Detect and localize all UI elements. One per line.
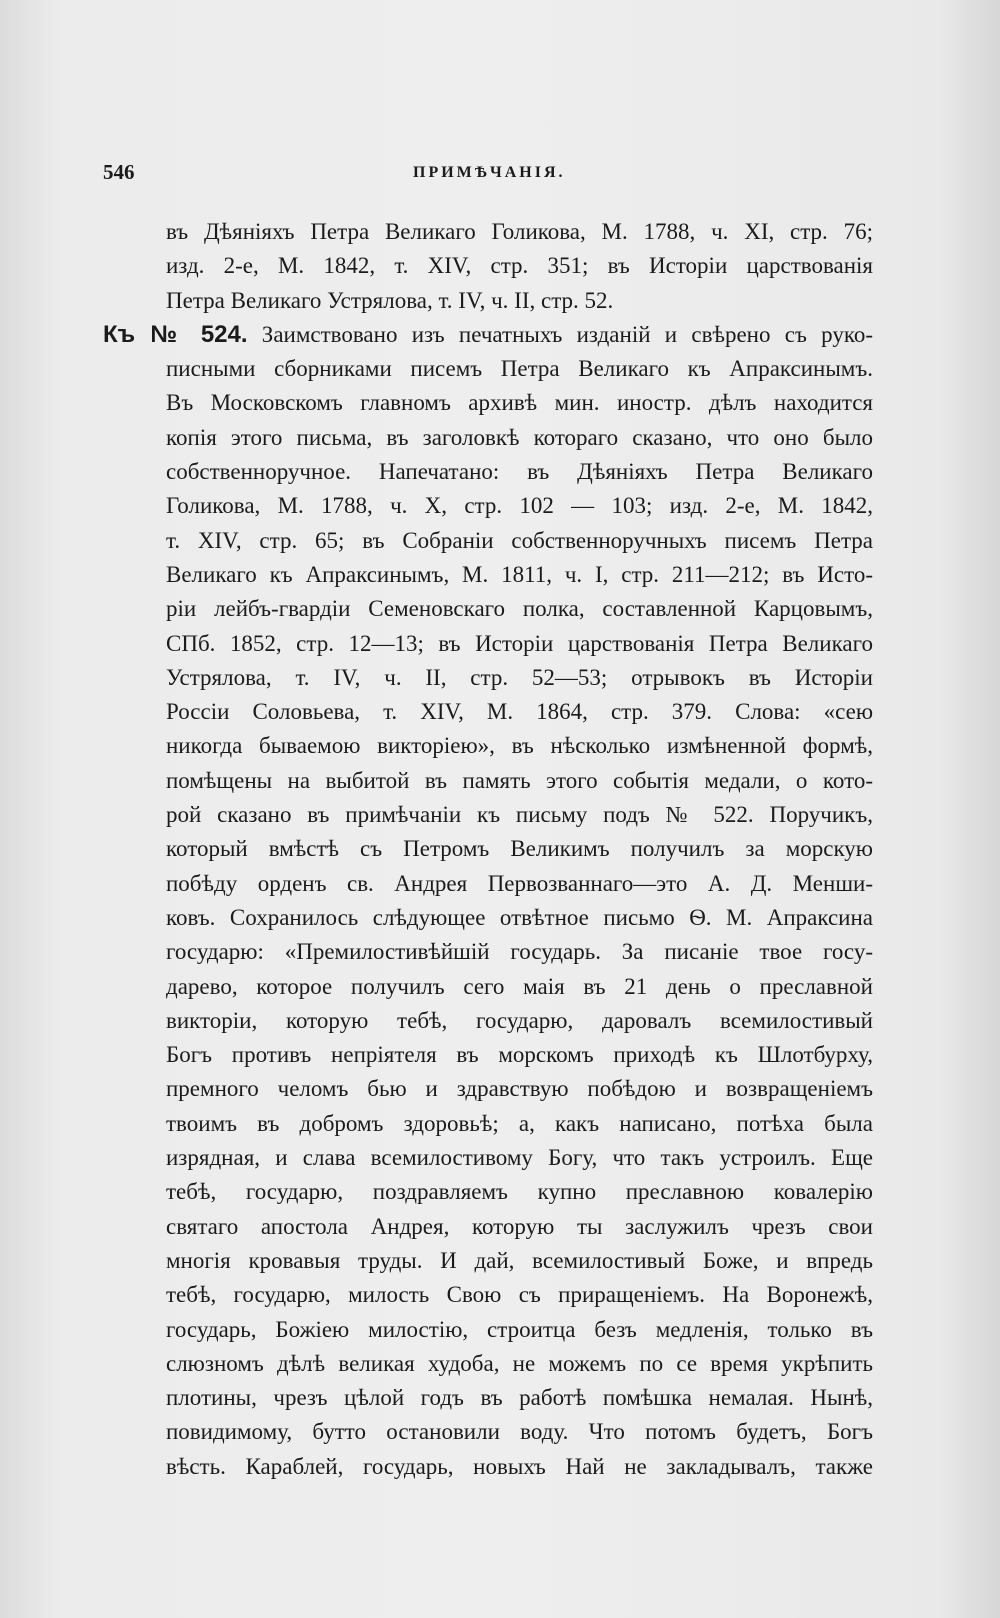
text-line: повидимому, бутто остановили воду. Что потомъ будетъ, Богъ <box>166 1419 873 1445</box>
text-line: изд. 2-е, М. 1842, т. XIV, стр. 351; въ Исторіи царствованія <box>166 253 873 279</box>
text-line: рой сказано въ примѣчаніи къ письму подъ № 522. Поручикъ, <box>166 802 873 828</box>
text-line: Богъ противъ непріятеля въ морскомъ приходѣ къ Шлотбурху, <box>166 1042 873 1068</box>
running-head <box>103 160 863 194</box>
text-line: государь, Божіею милостію, строитца безъ медленія, только въ <box>166 1316 873 1342</box>
text-line: премного челомъ бью и здравствую побѣдою и возвращеніемъ <box>166 1076 873 1102</box>
text-line: Устрялова, т. IV, ч. II, стр. 52—53; отрывокъ въ Исторіи <box>166 664 873 690</box>
text-line: копія этого письма, въ заголовкѣ котораго сказано, что оно было <box>166 424 873 450</box>
text-line: Россіи Соловьева, т. XIV, М. 1864, стр. 379. Слова: «сею <box>166 699 873 725</box>
text-line: тебѣ, государю, поздравляемъ купно преславною ковалерію <box>166 1179 873 1205</box>
text-line: т. XIV, стр. 65; въ Собраніи собственноручныхъ писемъ Петра <box>166 527 873 553</box>
text-line: слюзномъ дѣлѣ великая худоба, не можемъ по се время укрѣпить <box>166 1350 873 1376</box>
text-line: многія кровавыя труды. И дай, всемилостивый Боже, и впредь <box>166 1247 873 1273</box>
text-line: помѣщены на выбитой въ память этого событія медали, о кото- <box>166 767 873 793</box>
text-line: изрядная, и слава всемилостивому Богу, что такъ устроилъ. Еще <box>166 1145 873 1171</box>
text-line: ковъ. Сохранилось слѣдующее отвѣтное письмо Ѳ. М. Апраксина <box>166 904 873 930</box>
note-first-line <box>103 318 873 352</box>
text-line: вѣсть. Караблей, государь, новыхъ Най не закладывалъ, также <box>166 1453 873 1479</box>
text-line: который вмѣстѣ съ Петромъ Великимъ получилъ за морскую <box>166 836 873 862</box>
text-line: викторіи, которую тебѣ, государю, даровалъ всемилостивый <box>166 1007 873 1033</box>
text-line: святаго апостола Андрея, которую ты заслужилъ чрезъ свои <box>166 1213 873 1239</box>
text-line: собственноручное. Напечатано: въ Дѣяніяхъ Петра Великаго <box>166 459 873 485</box>
text-line: Петра Великаго Устрялова, т. IV, ч. II, стр. 52. <box>166 287 614 313</box>
text-line: никогда бываемою викторіею», въ нѣсколько измѣненной формѣ, <box>166 733 873 759</box>
page-number: 546 <box>103 160 135 184</box>
text-line: дарево, которое получилъ сего маія въ 21 день о преславной <box>166 973 873 999</box>
text-line: государю: «Премилостивѣйшій государь. За писаніе твое госу- <box>166 939 873 965</box>
text-line: Великаго къ Апраксинымъ, М. 1811, ч. I, стр. 211—212; въ Исто- <box>166 561 873 587</box>
note-label: Къ № 524. <box>103 320 248 348</box>
note-first-line-text: Заимствовано изъ печатныхъ изданій и свѣрено съ руко- <box>247 321 873 347</box>
body-text <box>103 215 873 1484</box>
text-line: побѣду орденъ св. Андрея Первозваннаго—это А. Д. Менши- <box>166 870 873 896</box>
text-line: писными сборниками писемъ Петра Великаго къ Апраксинымъ. <box>166 356 873 382</box>
text-line: ріи лейбъ-гвардіи Семеновскаго полка, составленной Карцовымъ, <box>166 596 873 622</box>
text-line: тебѣ, государю, милость Свою съ приращеніемъ. На Воронежѣ, <box>166 1282 873 1308</box>
text-line: твоимъ въ добромъ здоровьѣ; а, какъ написано, потѣха была <box>166 1110 873 1136</box>
text-line: Въ Московскомъ главномъ архивѣ мин. иностр. дѣлъ находится <box>166 390 873 416</box>
text-line: Голикова, М. 1788, ч. X, стр. 102 — 103; изд. 2-е, М. 1842, <box>166 493 873 519</box>
text-line: СПб. 1852, стр. 12—13; въ Исторіи царствованія Петра Великаго <box>166 630 873 656</box>
text-line: въ Дѣяніяхъ Петра Великаго Голикова, М. 1788, ч. XI, стр. 76; <box>166 219 873 244</box>
text-line: плотины, чрезъ цѣлой годъ въ работѣ помѣшка немалая. Нынѣ, <box>166 1385 873 1411</box>
running-title: ПРИМѢЧАНІЯ. <box>413 164 566 181</box>
